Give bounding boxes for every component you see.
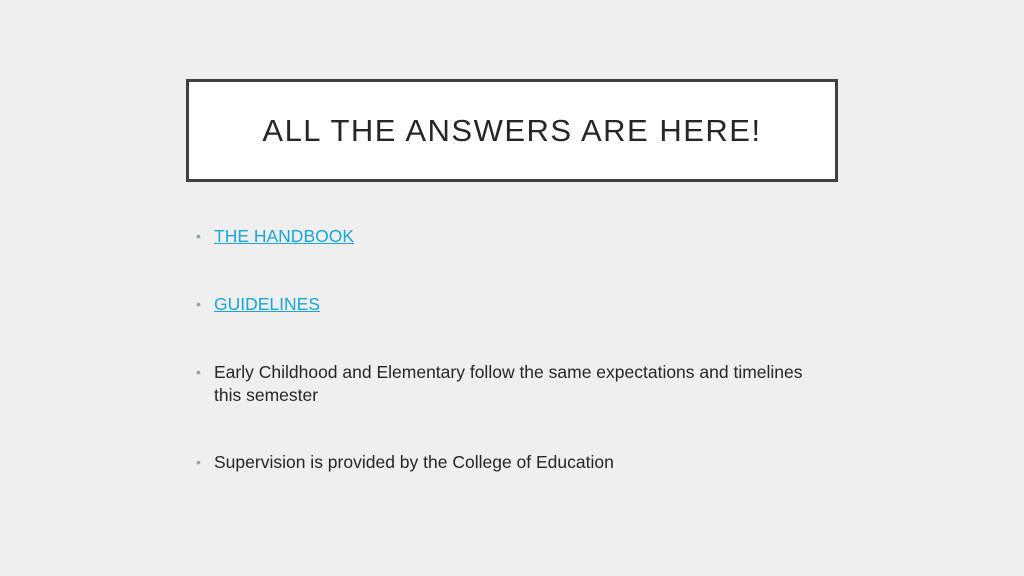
bullet-item-guidelines xyxy=(196,293,816,316)
bullet-text-expectations: Early Childhood and Elementary follow the same expectations and timelines this semester xyxy=(214,362,803,405)
bullet-item-handbook xyxy=(196,225,816,248)
handbook-link[interactable]: THE HANDBOOK xyxy=(214,226,355,246)
slide-title: ALL THE ANSWERS ARE HERE! xyxy=(262,112,762,148)
title-box xyxy=(186,79,838,182)
bullet-item-supervision xyxy=(196,451,816,474)
bullet-dot-icon: • xyxy=(196,228,201,244)
bullet-dot-icon: • xyxy=(196,296,201,312)
bullet-text-supervision: Supervision is provided by the College of Education xyxy=(214,452,614,472)
bullet-dot-icon: • xyxy=(196,454,201,470)
bullet-item-expectations xyxy=(196,361,816,407)
bullet-dot-icon: • xyxy=(196,364,201,380)
bullet-list xyxy=(196,225,816,474)
guidelines-link[interactable]: GUIDELINES xyxy=(214,294,320,314)
